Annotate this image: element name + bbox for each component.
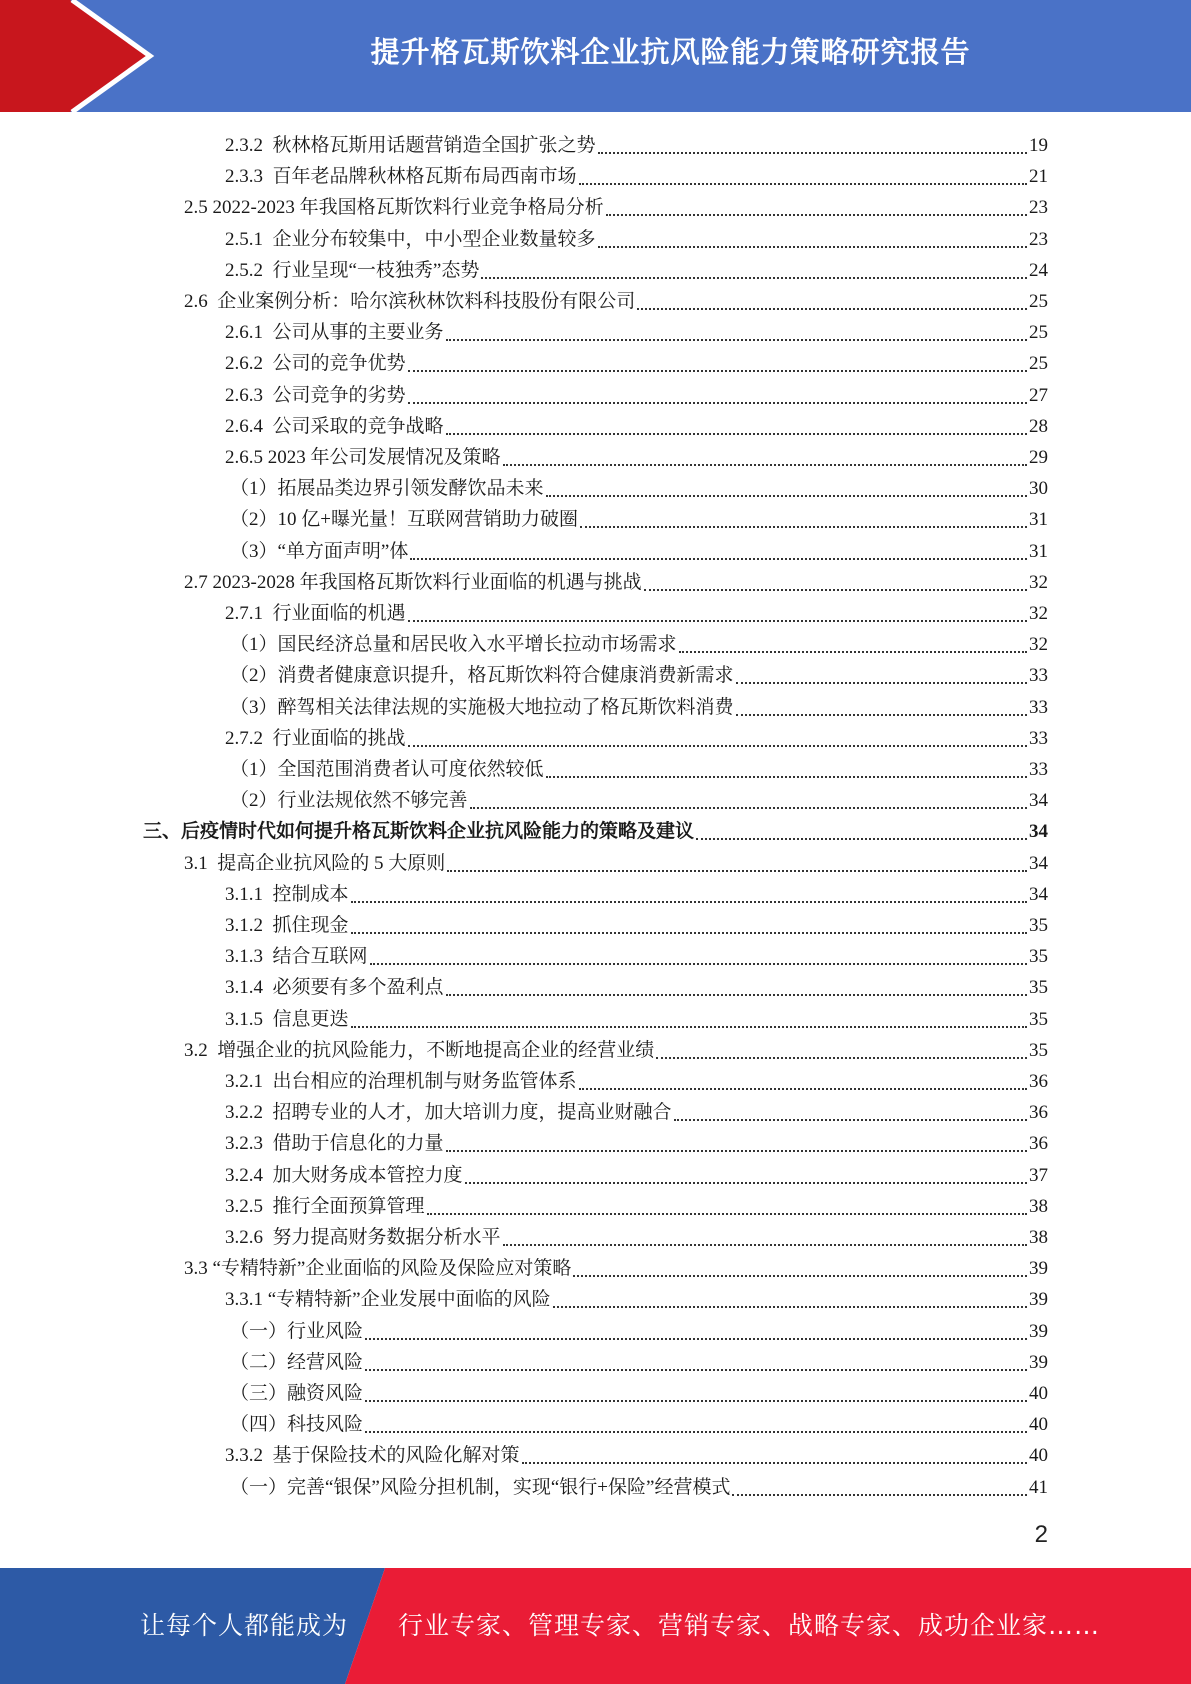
toc-dot-leader — [427, 1193, 1027, 1215]
toc-dot-leader — [522, 1442, 1027, 1464]
toc-entry[interactable] — [184, 190, 1048, 221]
toc-dot-leader — [447, 850, 1027, 872]
toc-entry-page: 31 — [1029, 509, 1048, 531]
toc-entry[interactable] — [230, 783, 1048, 814]
toc-dot-leader — [365, 1411, 1027, 1433]
toc-dot-leader — [637, 288, 1027, 310]
toc-entry[interactable] — [184, 1251, 1048, 1282]
toc-dot-leader — [573, 1255, 1027, 1277]
footer-slogan-right: 行业专家、管理专家、营销专家、战略专家、成功企业家…… — [398, 1611, 1101, 1640]
toc-entry-title: 3.2.2 招聘专业的人才，加大培训力度，提高业财融合 — [225, 1102, 672, 1124]
toc-entry[interactable] — [225, 596, 1048, 627]
toc-dot-leader — [446, 1130, 1027, 1152]
toc-entry-page: 33 — [1029, 696, 1048, 718]
toc-entry[interactable] — [143, 814, 1048, 845]
toc-entry[interactable] — [230, 1470, 1048, 1501]
toc-entry-page: 39 — [1029, 1320, 1048, 1342]
footer-banner — [0, 1568, 1191, 1684]
toc-entry-page: 38 — [1029, 1195, 1048, 1217]
toc-entry-title: 3.2.3 借助于信息化的力量 — [225, 1133, 444, 1155]
toc-dot-leader — [553, 1286, 1027, 1308]
toc-entry[interactable] — [230, 1407, 1048, 1438]
toc-dot-leader — [579, 163, 1027, 185]
toc-entry-title: 3.3.1 “专精特新”企业发展中面临的风险 — [225, 1289, 551, 1311]
toc-dot-leader — [736, 662, 1027, 684]
toc-dot-leader — [365, 1349, 1027, 1371]
toc-entry-page: 29 — [1029, 447, 1048, 468]
toc-dot-leader — [408, 725, 1027, 747]
toc-dot-leader — [598, 132, 1027, 154]
toc-entry-title: 三、后疫情时代如何提升格瓦斯饮料企业抗风险能力的策略及建议 — [143, 821, 695, 843]
toc-entry-page: 19 — [1029, 135, 1048, 156]
toc-entry-title: 2.5 2022-2023 年我国格瓦斯饮料行业竞争格局分析 — [184, 197, 604, 219]
toc-entry[interactable] — [225, 1002, 1048, 1033]
toc-entry-title: （一）完善“银保”风险分担机制，实现“银行+保险”经营模式 — [230, 1476, 731, 1498]
toc-dot-leader — [580, 506, 1027, 528]
toc-entry-page: 36 — [1029, 1133, 1048, 1155]
toc-entry-page: 34 — [1029, 790, 1048, 812]
toc-entry[interactable] — [225, 1126, 1048, 1157]
toc-entry-page: 31 — [1029, 540, 1048, 562]
toc-entry-title: 2.5.1 企业分布较集中，中小型企业数量较多 — [225, 228, 596, 250]
toc-dot-leader — [408, 350, 1027, 372]
toc-entry-title: 2.3.3 百年老品牌秋林格瓦斯布局西南市场 — [225, 166, 577, 188]
toc-entry-title: 2.6 企业案例分析：哈尔滨秋林饮料科技股份有限公司 — [184, 291, 636, 312]
toc-entry[interactable] — [184, 846, 1048, 877]
toc-entry-page: 25 — [1029, 322, 1048, 344]
toc-entry[interactable] — [225, 1438, 1048, 1469]
toc-entry[interactable] — [225, 1095, 1048, 1126]
toc-entry-title: 3.2.1 出台相应的治理机制与财务监管体系 — [225, 1071, 577, 1092]
toc-dot-leader — [503, 444, 1027, 466]
toc-entry-page: 36 — [1029, 1071, 1048, 1092]
toc-entry-page: 41 — [1029, 1476, 1048, 1498]
toc-entry[interactable] — [225, 1220, 1048, 1251]
report-title: 提升格瓦斯饮料企业抗风险能力策略研究报告 — [370, 35, 971, 69]
toc-dot-leader — [579, 1068, 1027, 1090]
toc-entry-title: 2.7.2 行业面临的挑战 — [225, 727, 406, 749]
toc-dot-leader — [446, 413, 1027, 435]
toc-entry[interactable] — [225, 721, 1048, 752]
toc-entry-page: 40 — [1029, 1383, 1048, 1404]
toc-entry-title: （1）国民经济总量和居民收入水平增长拉动市场需求 — [230, 634, 677, 656]
toc-entry-page: 33 — [1029, 759, 1048, 780]
footer-slogan-left: 让每个人都能成为 — [140, 1611, 349, 1640]
toc-entry[interactable] — [225, 222, 1048, 253]
toc-entry-title: 3.1.1 控制成本 — [225, 883, 349, 905]
toc-dot-leader — [546, 475, 1027, 497]
toc-dot-leader — [503, 1224, 1027, 1246]
toc-dot-leader — [465, 1162, 1027, 1184]
toc-entry-page: 34 — [1029, 852, 1048, 874]
toc-entry[interactable] — [230, 1345, 1048, 1376]
toc-entry-page: 23 — [1029, 197, 1048, 219]
toc-entry-title: （3）“单方面声明”体 — [230, 540, 409, 562]
toc-entry-page: 36 — [1029, 1102, 1048, 1124]
toc-entry[interactable] — [184, 284, 1048, 315]
toc-dot-leader — [351, 912, 1027, 934]
toc-entry[interactable] — [225, 908, 1048, 939]
toc-dot-leader — [446, 974, 1027, 996]
toc-entry-title: 2.6.4 公司采取的竞争战略 — [225, 415, 444, 437]
toc-entry-title: （2）行业法规依然不够完善 — [230, 790, 468, 812]
toc-entry-page: 34 — [1029, 883, 1048, 905]
toc-dot-leader — [365, 1318, 1027, 1340]
toc-entry[interactable] — [230, 502, 1048, 533]
toc-entry[interactable] — [184, 565, 1048, 596]
toc-entry-title: （1）拓展品类边界引领发酵饮品未来 — [230, 478, 544, 500]
toc-entry[interactable] — [225, 939, 1048, 970]
toc-entry-title: 2.3.2 秋林格瓦斯用话题营销造全国扩张之势 — [225, 135, 596, 156]
toc-dot-leader — [351, 881, 1027, 903]
toc-entry[interactable] — [225, 315, 1048, 346]
toc-dot-leader — [606, 194, 1027, 216]
toc-entry-title: 2.5.2 行业呈现“一枝独秀”态势 — [225, 259, 480, 281]
toc-entry[interactable] — [225, 440, 1048, 471]
toc-entry-page: 33 — [1029, 727, 1048, 749]
toc-entry[interactable] — [225, 253, 1048, 284]
red-arrow-icon — [0, 0, 160, 112]
toc-entry-title: （三）融资风险 — [230, 1383, 364, 1404]
toc-entry-page: 32 — [1029, 571, 1048, 593]
toc-entry-title: 2.6.1 公司从事的主要业务 — [225, 322, 444, 344]
toc-dot-leader — [656, 1037, 1027, 1059]
toc-dot-leader — [546, 756, 1027, 778]
toc-entry-title: 2.6.2 公司的竞争优势 — [225, 353, 406, 375]
toc-entry-title: （一）行业风险 — [230, 1320, 364, 1342]
toc-entry[interactable] — [230, 534, 1048, 565]
toc-entry[interactable] — [184, 1033, 1048, 1064]
toc-entry-page: 30 — [1029, 478, 1048, 500]
toc-entry-page: 25 — [1029, 353, 1048, 375]
toc-entry-title: 2.6.3 公司竞争的劣势 — [225, 384, 406, 406]
toc-entry[interactable] — [225, 1158, 1048, 1189]
toc-entry[interactable] — [225, 128, 1048, 159]
toc-dot-leader — [732, 1474, 1027, 1496]
toc-entry-title: 3.2 增强企业的抗风险能力，不断地提高企业的经营业绩 — [184, 1039, 655, 1061]
toc-entry-page: 35 — [1029, 1039, 1048, 1061]
toc-entry-page: 35 — [1029, 946, 1048, 968]
toc-entry-title: 3.2.4 加大财务成本管控力度 — [225, 1164, 463, 1186]
toc-entry-page: 40 — [1029, 1445, 1048, 1467]
toc-entry-page: 33 — [1029, 665, 1048, 687]
toc-entry-title: 3.1 提高企业抗风险的 5 大原则 — [184, 852, 446, 874]
toc-entry-page: 28 — [1029, 415, 1048, 437]
toc-entry-page: 23 — [1029, 228, 1048, 250]
toc-entry[interactable] — [230, 1314, 1048, 1345]
toc-entry[interactable] — [225, 378, 1048, 409]
toc-entry[interactable] — [230, 690, 1048, 721]
toc-dot-leader — [410, 538, 1027, 560]
toc-dot-leader — [351, 1006, 1027, 1028]
toc-entry-title: （2）10 亿+曝光量！互联网营销助力破圈 — [230, 509, 578, 531]
toc-entry-title: 3.1.4 必须要有多个盈利点 — [225, 977, 444, 999]
toc-entry-page: 39 — [1029, 1289, 1048, 1311]
toc-entry[interactable] — [225, 1282, 1048, 1313]
toc-dot-leader — [598, 226, 1027, 248]
toc-entry-title: 2.7 2023-2028 年我国格瓦斯饮料行业面临的机遇与挑战 — [184, 571, 642, 593]
toc-entry-title: 3.1.3 结合互联网 — [225, 946, 368, 968]
toc-entry-title: 2.7.1 行业面临的机遇 — [225, 603, 406, 624]
toc-dot-leader — [365, 1380, 1027, 1402]
toc-dot-leader — [674, 1099, 1027, 1121]
toc-entry-title: 3.3 “专精特新”企业面临的风险及保险应对策略 — [184, 1258, 572, 1280]
toc-entry-page: 39 — [1029, 1258, 1048, 1280]
toc-dot-leader — [446, 319, 1027, 341]
toc-entry-title: 3.2.6 努力提高财务数据分析水平 — [225, 1227, 501, 1248]
toc-entry-page: 21 — [1029, 166, 1048, 188]
toc-entry[interactable] — [230, 658, 1048, 689]
toc-entry-title: （1）全国范围消费者认可度依然较低 — [230, 759, 544, 780]
toc-entry-title: （二）经营风险 — [230, 1351, 364, 1373]
toc-entry-title: 3.3.2 基于保险技术的风险化解对策 — [225, 1445, 520, 1467]
toc-entry[interactable] — [225, 970, 1048, 1001]
toc-entry-page: 34 — [1029, 821, 1048, 843]
toc-dot-leader — [679, 631, 1027, 653]
toc-entry-page: 35 — [1029, 1008, 1048, 1030]
toc-dot-leader — [644, 569, 1027, 591]
toc-entry[interactable] — [230, 1376, 1048, 1407]
toc-entry-page: 38 — [1029, 1227, 1048, 1248]
toc-dot-leader — [408, 382, 1027, 404]
toc-dot-leader — [481, 257, 1027, 279]
toc-dot-leader — [470, 787, 1027, 809]
toc-entry-page: 27 — [1029, 384, 1048, 406]
toc-dot-leader — [370, 943, 1027, 965]
toc-entry[interactable] — [230, 752, 1048, 783]
toc-entry-page: 24 — [1029, 259, 1048, 281]
header-banner — [0, 0, 1191, 112]
toc-entry[interactable] — [225, 1189, 1048, 1220]
toc-entry[interactable] — [230, 471, 1048, 502]
toc-dot-leader — [696, 818, 1027, 840]
toc-entry[interactable] — [225, 346, 1048, 377]
toc-dot-leader — [736, 694, 1027, 716]
toc-entry-page: 25 — [1029, 291, 1048, 312]
toc-entry-page: 39 — [1029, 1351, 1048, 1373]
toc-entry-page: 35 — [1029, 915, 1048, 936]
toc-entry[interactable] — [225, 1064, 1048, 1095]
toc-entry[interactable] — [225, 409, 1048, 440]
toc-entry-title: （四）科技风险 — [230, 1414, 364, 1436]
toc-entry-title: 3.1.2 抓住现金 — [225, 915, 349, 936]
toc-entry-page: 32 — [1029, 603, 1048, 624]
toc-entry[interactable] — [225, 877, 1048, 908]
toc-entry-page: 32 — [1029, 634, 1048, 656]
page-number: 2 — [1034, 1521, 1048, 1548]
toc-entry[interactable] — [230, 627, 1048, 658]
toc-entry-page: 40 — [1029, 1414, 1048, 1436]
toc-dot-leader — [408, 600, 1027, 622]
toc-entry-title: （3）醉驾相关法律法规的实施极大地拉动了格瓦斯饮料消费 — [230, 696, 734, 718]
toc-entry-page: 37 — [1029, 1164, 1048, 1186]
toc-entry[interactable] — [225, 159, 1048, 190]
toc-entry-title: 3.1.5 信息更迭 — [225, 1008, 349, 1030]
toc-entry-title: （2）消费者健康意识提升，格瓦斯饮料符合健康消费新需求 — [230, 665, 734, 687]
toc-entry-title: 3.2.5 推行全面预算管理 — [225, 1195, 425, 1217]
toc-entry-title: 2.6.5 2023 年公司发展情况及策略 — [225, 447, 501, 468]
toc-entry-page: 35 — [1029, 977, 1048, 999]
